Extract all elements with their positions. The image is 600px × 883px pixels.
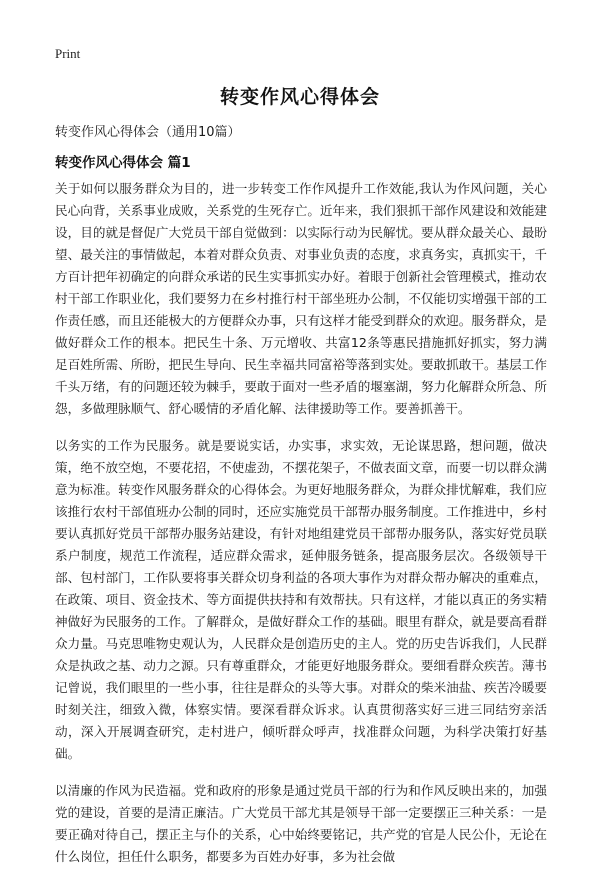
print-link[interactable]: Print	[55, 46, 81, 61]
document-subtitle: 转变作风心得体会（通用10篇）	[55, 125, 241, 140]
document-body	[55, 178, 547, 883]
body-paragraph-3: 以清廉的作风为民造福。党和政府的形象是通过党员干部的行为和作风反映出来的，加强党的建设，首要的是清正廉洁。广大党员干部尤其是领导干部一定要摆正三种关系：一是要正确对待自己，摆正主与仆的关系，心中始终要铭记，共产党的官是人民公仆，无论在什么岗位，担任什么职务，都要多为百姓办好事，多为社会做	[55, 783, 547, 864]
body-paragraph-1: 关于如何以服务群众为目的，进一步转变工作作风提升工作效能,我认为作风问题，关心民心向背，关系事业成败，关系党的生死存亡。近年来，我们狠抓干部作风建设和效能建设，目的就是督促广大党员干部自觉做到：以实际行动为民解忧。要从群众最关心、最盼望、最关注的事情做起，本着对群众负责、对事业负责的态度，求真务实，真抓实干，千方百计把年初确定的向群众承诺的民生实事抓实办好。着眼于创新社会管理模式，推动农村干部工作职业化，我们要努力在乡村推行村干部坐班办公制，不仅能切实增强干部的工作责任感，而且还能极大的方便群众办事，只有这样才能受到群众的欢迎。服务群众，是做好群众工作的根本。把民生十条、万元增收、共富12条等惠民措施抓好抓实，努力满足百姓所需、所盼，把民生导向、民生幸福共同富裕等落到实处。要敢抓敢干。基层工作千头万绪，有的问题还较为棘手，要敢于面对一些矛盾的堰塞湖，努力化解群众所急、所怨，多做理脉顺气、舒心暖情的矛盾化解、法律援助等工作。要善抓善干。	[55, 181, 547, 416]
document-title: 转变作风心得体会	[219, 86, 380, 108]
section-heading: 转变作风心得体会 篇1	[55, 155, 191, 171]
body-paragraph-2: 以务实的工作为民服务。就是要说实话，办实事，求实效，无论谋思路，想问题，做决策，绝不放空炮，不要花招，不使虚劲，不摆花架子，不做表面文章，而要一切以群众满意为标准。转变作风服务群众的心得体会。为更好地服务群众，为群众排忧解难，我们应该推行农村干部值班办公制的同时，还应实施党员干部帮办服务制度。工作推进中，乡村要认真抓好党员干部帮办服务站建设，有针对地组建党员干部帮办服务队，落实好党员联系户制度，规范工作流程，适应群众需求，延伸服务链条，提高服务层次。各级领导干部、包村部门，工作队要将事关群众切身利益的各项大事作为对群众帮办解决的重难点，在政策、项目、资金技术、等方面提供扶持和有效帮扶。只有这样，才能以真正的务实精神做好为民服务的工作。了解群众，是做好群众工作的基础。眼里有群众，就是要高看群众力量。马克思唯物史观认为，人民群众是创造历史的主人。党的历史告诉我们，人民群众是执政之基、动力之源。只有尊重群众，才能更好地服务群众。要细看群众疾苦。薄书记曾说，我们眼里的一些小事，往往是群众的头等大事。对群众的柴米油盐、疾苦冷暖要时刻关注，细致入微，体察实情。要深看群众诉求。认真贯彻落实好三进三同结穷亲活动，深入开展调查研究，走村进户，倾听群众呼声，找准群众问题，为科学决策打好基础。	[55, 438, 547, 761]
